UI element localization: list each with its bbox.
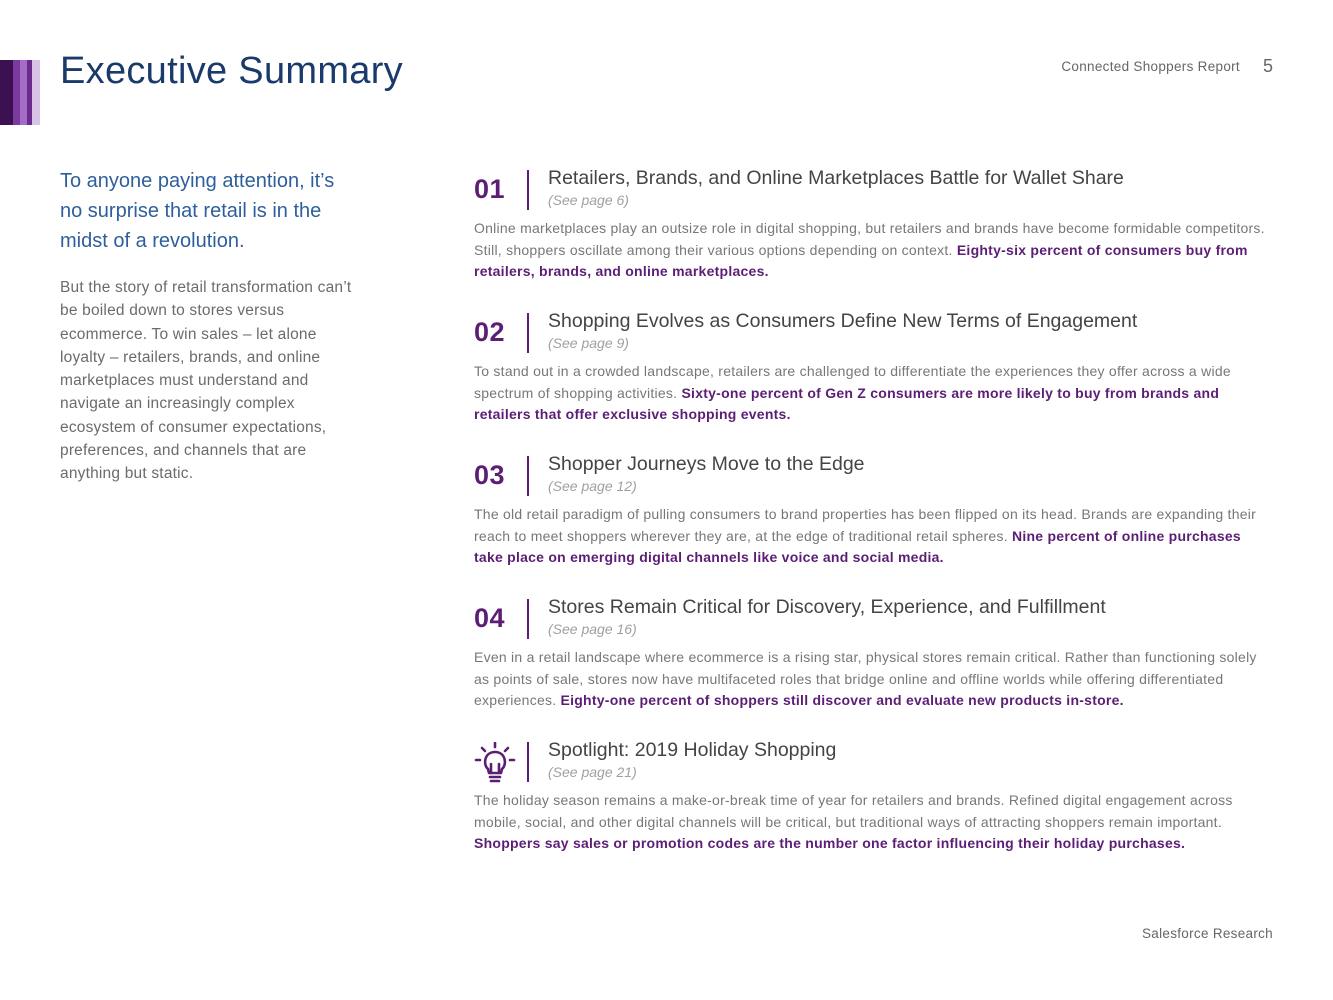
accent-bar: [0, 60, 13, 125]
section-body: [474, 790, 1274, 855]
section-page-ref: (See page 16): [548, 621, 637, 637]
section-header: [474, 167, 1274, 214]
section-02: [474, 310, 1274, 426]
section-title: Retailers, Brands, and Online Marketplaces Battle for Wallet Share: [548, 167, 1124, 189]
section-page-ref: (See page 9): [548, 335, 629, 351]
section-header: [474, 310, 1274, 357]
intro-quote: To anyone paying attention, it’s no surprise that retail is in the midst of a revolution.: [60, 170, 335, 252]
section-title: Shopping Evolves as Consumers Define New Terms of Engagement: [548, 310, 1138, 332]
section-number: 03: [474, 460, 506, 490]
page-title: Executive Summary: [60, 50, 403, 92]
section-divider: [527, 170, 529, 210]
intro-body: But the story of retail transformation can’t be boiled down to stores versus ecommerce. To win sales – let alone loyalty – retailers, brands, and online marketplaces must understand and navigate an increasingly complex ecosystem of consumer expectations, preferences, and channels that are anything but static.: [60, 279, 352, 483]
section-body-text: To stand out in a crowded landscape, retailers are challenged to differentiate the experiences they offer across a wide spectrum of shopping activities.: [474, 363, 1231, 401]
section-title: Shopper Journeys Move to the Edge: [548, 453, 865, 475]
section-divider: [527, 456, 529, 496]
section-03: [474, 453, 1274, 569]
section-title: Stores Remain Critical for Discovery, Experience, and Fulfillment: [548, 596, 1106, 618]
section-header: [474, 739, 1274, 786]
section-page-ref: (See page 6): [548, 192, 629, 208]
report-name: Connected Shoppers Report: [1061, 59, 1240, 74]
section-highlight: Eighty-one percent of shoppers still discover and evaluate new products in-store.: [560, 692, 1124, 709]
section-spotlight: [474, 739, 1274, 855]
section-body: [474, 361, 1274, 426]
section-01: [474, 167, 1274, 283]
section-body: [474, 647, 1274, 712]
section-body-text: The holiday season remains a make-or-break time of year for retailers and brands. Refined digital engagement across mobile, social, and other digital channels will be critical, but traditional ways of attracting shoppers remain important.: [474, 792, 1233, 830]
section-page-ref: (See page 21): [548, 764, 637, 780]
footer-credit: Salesforce Research: [1141, 926, 1273, 941]
section-04: [474, 596, 1274, 712]
section-highlight: Nine percent of online purchases take place on emerging digital channels like voice and social media.: [474, 527, 1241, 566]
section-divider: [527, 313, 529, 353]
section-body-text: The old retail paradigm of pulling consumers to brand properties has been flipped on its head. Brands are expanding their reach to meet shoppers wherever they are, at the edge of traditional retail spheres.: [474, 506, 1257, 544]
section-divider: [527, 599, 529, 639]
accent-bar: [32, 60, 40, 125]
lightbulb-icon: [474, 742, 518, 786]
section-body-text: Even in a retail landscape where ecommerce is a rising star, physical stores remain critical. Rather than functioning solely as points of sale, stores now have multifaceted roles that bridge online and offline worlds while offering differentiated experiences.: [474, 649, 1257, 709]
accent-bar: [20, 60, 27, 125]
section-page-ref: (See page 12): [548, 478, 637, 494]
section-title: Spotlight: 2019 Holiday Shopping: [548, 739, 837, 761]
section-number: 04: [474, 603, 506, 633]
section-header: [474, 596, 1274, 643]
section-number: 01: [474, 174, 506, 204]
page-number: 5: [1262, 56, 1273, 76]
section-highlight: Shoppers say sales or promotion codes are the number one factor influencing their holiday purchases.: [474, 835, 1186, 852]
section-body: [474, 218, 1274, 283]
section-highlight: Sixty-one percent of Gen Z consumers are more likely to buy from brands and retailers that offer exclusive shopping events.: [474, 384, 1220, 423]
section-highlight: Eighty-six percent of consumers buy from retailers, brands, and online marketplaces.: [474, 241, 1248, 280]
section-body-text: Online marketplaces play an outsize role in digital shopping, but retailers and brands have become formidable competitors. Still, shoppers oscillate among their various options depending on context.: [474, 220, 1265, 258]
accent-bars: [0, 60, 40, 125]
section-number: 02: [474, 317, 506, 347]
accent-bar: [13, 60, 20, 125]
section-header: [474, 453, 1274, 500]
section-divider: [527, 742, 529, 782]
section-body: [474, 504, 1274, 569]
